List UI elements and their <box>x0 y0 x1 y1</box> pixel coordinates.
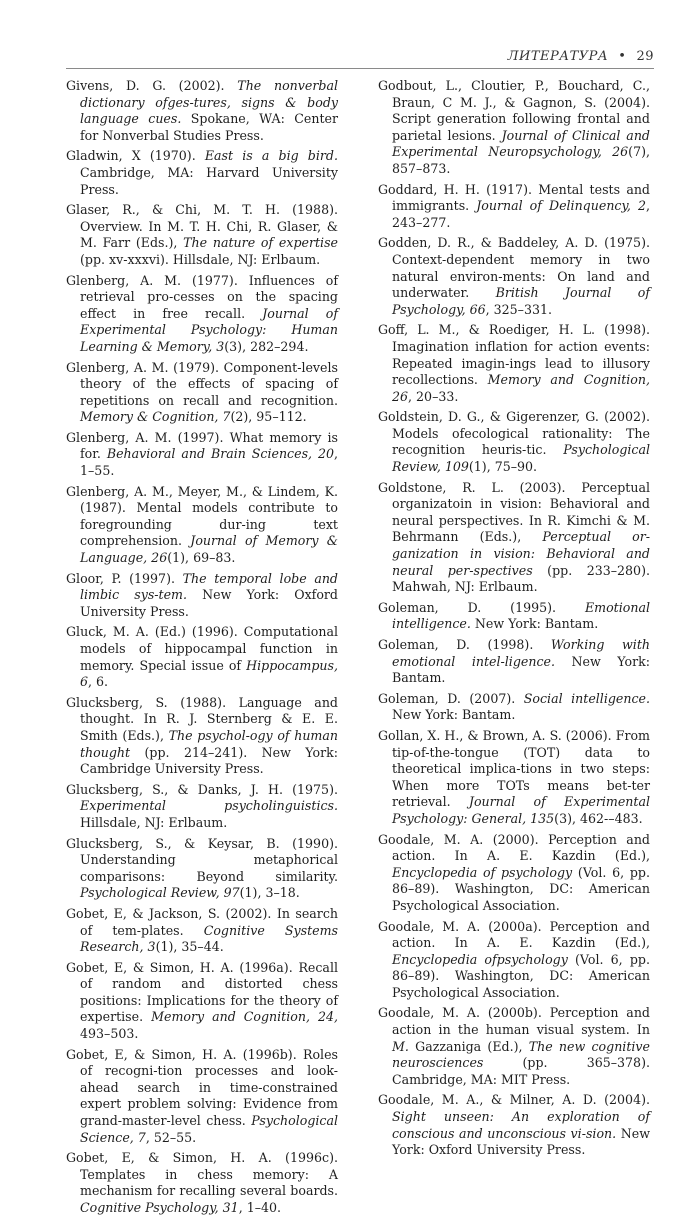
reference-publication-details: , 20–33. <box>408 388 459 404</box>
reference-authors-and-text: Glenberg, A. M. (1979). Component-levels theory of the effects of spacing of repetitions on recall and recognition. <box>66 359 338 408</box>
reference-italic-title: Psychological Review, 97 <box>80 885 240 901</box>
reference-publication-details: New York: Oxford University Press. <box>80 587 338 619</box>
reference-authors-and-text: Gloor, P. (1997). <box>66 570 183 586</box>
reference-publication-details: New York: Oxford University Press. <box>392 1125 650 1158</box>
reference-publication-details: (2), 95–112. <box>230 409 307 425</box>
reference-italic-title: Encyclopedia ofpsychology <box>392 951 568 967</box>
reference-publication-details: New York: Bantam. <box>392 653 650 686</box>
reference-entry <box>66 906 338 956</box>
header-rule <box>66 68 654 69</box>
reference-italic-title: Cognitive Psychology, 31 <box>80 1200 239 1215</box>
reference-italic-title: Perceptual or-ganization in vision: Behavioral and neural per-spectives <box>392 529 650 578</box>
reference-entry <box>378 78 650 178</box>
reference-publication-details: (pp. 233–280). Mahwah, NJ: Erlbaum. <box>392 562 650 595</box>
reference-authors-and-text: Goodale, M. A. (2000b). Perception and action in the human visual system. In <box>378 1005 650 1038</box>
reference-authors-and-text: Goddard, H. H. (1917). Mental tests and immigrants. <box>378 181 650 214</box>
reference-entry <box>66 1150 338 1216</box>
reference-entry <box>66 960 338 1043</box>
reference-entry <box>378 235 650 318</box>
reference-italic-title: Sight unseen: An exploration of conscious and unconscious vi-sion. <box>392 1109 650 1141</box>
reference-publication-details: , 325–331. <box>485 301 552 317</box>
reference-entry <box>378 637 650 687</box>
reference-publication-details: (Vol. 6, pp. 86–89). Washington, DC: American Psychological Association. <box>392 951 650 1000</box>
reference-authors-and-text: Goleman, D. (1995). <box>378 599 585 615</box>
reference-italic-title: Behavioral and Brain Sciences, 20 <box>106 446 334 462</box>
reference-entry <box>378 480 650 596</box>
reference-authors-and-text: Goleman, D. (2007). <box>378 690 524 706</box>
reference-authors-and-text: Gluck, M. A. (Ed.) (1996). Computational models of hippocampal function in memory. Special issue of <box>66 624 338 673</box>
reference-entry <box>66 836 338 902</box>
reference-entry <box>66 360 338 426</box>
references-left-column <box>66 78 338 1221</box>
reference-italic-title: Journal of Delinquency, 2 <box>476 198 646 214</box>
reference-italic-title: Encyclopedia of psychology <box>392 864 573 880</box>
reference-authors-and-text: Glucksberg, S., & Keysar, B. (1990). Understanding metaphorical comparisons: Beyond similarity. <box>66 835 338 884</box>
reference-entry <box>66 782 338 832</box>
header-bullet: • <box>618 48 627 64</box>
reference-italic-title: The psychol-ogy of human thought <box>80 727 338 760</box>
reference-entry <box>66 148 338 198</box>
reference-publication-details: (7), 857–873. <box>392 144 650 176</box>
reference-italic-title: Hippocampus, 6 <box>80 657 338 690</box>
reference-entry <box>378 728 650 828</box>
reference-italic-title: Journal of Memory & Language, 26 <box>80 533 338 566</box>
reference-entry <box>66 484 338 567</box>
page-number: 29 <box>636 48 654 64</box>
reference-publication-details: (pp. 365–378). Cambridge, MA: MIT Press. <box>392 1055 650 1087</box>
reference-entry <box>378 322 650 405</box>
reference-publication-details: Spokane, WA: Center for Nonverbal Studies Press. <box>80 111 338 143</box>
reference-authors-and-text: Glucksberg, S. (1988). Language and thought. In R. J. Sternberg & E. E. Smith (Eds.), <box>66 694 338 743</box>
reference-entry <box>378 691 650 724</box>
reference-entry <box>378 600 650 633</box>
reference-authors-and-text: Gobet, E, & Simon, H. A. (1996a). Recall of random and distorted chess positions: Implications for the theory of expertise. <box>66 959 338 1025</box>
reference-publication-details: (Vol. 6, pp. 86–89). Washington, DC: American Psychological Association. <box>392 864 650 913</box>
reference-authors-and-text: Goldstein, D. G., & Gigerenzer, G. (2002). Models ofecological rationality: The recognition heuris-tic. <box>378 409 650 458</box>
reference-italic-title: Journal of Clinical and Experimental Neuropsychology, 26 <box>392 127 650 160</box>
reference-italic-title: The nonverbal dictionary ofges-tures, signs & body language cues. <box>80 78 338 127</box>
reference-italic-title: Working with emotional intel-ligence. <box>392 637 650 669</box>
reference-authors-and-text: Godden, D. R., & Baddeley, A. D. (1975). Context-dependent memory in two natural environ-ments: On land and underwater. <box>378 235 650 301</box>
reference-entry <box>378 409 650 475</box>
reference-entry <box>66 1047 338 1147</box>
reference-italic-title: M. <box>392 1038 409 1054</box>
reference-publication-details: (3), 462-–483. <box>554 810 643 826</box>
references-right-column <box>378 78 650 1163</box>
reference-authors-and-text: Glaser, R., & Chi, M. T. H. (1988). Overview. In M. T. H. Chi, R. Glaser, & M. Farr (Eds.), <box>66 202 338 251</box>
reference-italic-title: East is a big bird. <box>204 148 338 164</box>
running-title: ЛИТЕРАТУРА <box>507 48 609 64</box>
reference-italic-title: British Journal of Psychology, 66 <box>392 285 650 317</box>
reference-publication-details: , 243–277. <box>392 198 650 230</box>
reference-authors-and-text: Glucksberg, S., & Danks, J. H. (1975). <box>66 781 338 797</box>
reference-entry <box>66 430 338 480</box>
reference-publication-details: (pp. 214–241). New York: Cambridge University Press. <box>80 744 338 777</box>
reference-italic-title: Memory and Cognition, 24, <box>151 1009 338 1025</box>
reference-italic-title: Social intelligence. <box>523 690 650 706</box>
reference-publication-details: (pp. xv-xxxvi). Hillsdale, NJ: Erlbaum. <box>80 251 321 267</box>
reference-publication-details: , 52–55. <box>145 1129 197 1145</box>
reference-publication-details: , 1–40. <box>238 1200 282 1215</box>
reference-entry <box>378 832 650 915</box>
reference-entry <box>66 571 338 621</box>
reference-authors-and-text: Goff, L. M., & Roediger, H. L. (1998). Imagination inflation for action events: Repeated imagin-ings lead to illusory recollections. <box>378 322 650 388</box>
reference-italic-title: Cognitive Systems Research, 3 <box>80 922 339 955</box>
reference-italic-title: Emotional intelligence. <box>392 599 650 632</box>
reference-authors-and-text: Goodale, M. A. (2000). Perception and action. In A. E. Kazdin (Ed.), <box>378 831 650 864</box>
reference-italic-title: Psychological Science, 7 <box>80 1113 338 1145</box>
reference-publication-details: 493–503. <box>80 1026 139 1042</box>
reference-italic-title: Experimental psycholinguistics. <box>80 798 338 814</box>
reference-authors-and-text: Gobet, E, & Jackson, S. (2002). In search of tem-plates. <box>66 905 338 938</box>
reference-authors-and-text: Goodale, M. A., & Milner, A. D. (2004). <box>378 1092 650 1108</box>
reference-publication-details: (1), 75–90. <box>468 459 538 475</box>
reference-italic-title: The temporal lobe and limbic sys-tem. <box>80 570 338 603</box>
reference-publication-details: Hillsdale, NJ: Erlbaum. <box>80 814 228 830</box>
reference-authors-and-text: Glenberg, A. M. (1997). What memory is for. <box>66 429 338 462</box>
reference-publication-details: Gazzaniga (Ed.), <box>408 1038 529 1054</box>
reference-italic-title: The new cognitive neurosciences <box>392 1038 650 1071</box>
reference-authors-and-text: Glenberg, A. M., Meyer, M., & Lindem, K. (1987). Mental models contribute to foregrounding dur-ing text comprehension. <box>66 483 338 549</box>
reference-publication-details: (3), 282–294. <box>224 338 309 354</box>
reference-authors-and-text: Godbout, L., Cloutier, P., Bouchard, C., Braun, C M. J., & Gagnon, S. (2004). Script generation following frontal and parietal lesions. <box>378 78 650 143</box>
reference-entry <box>378 1092 650 1158</box>
reference-italic-title: Memory & Cognition, 7 <box>80 409 231 425</box>
reference-entry <box>66 624 338 690</box>
reference-publication-details: New York: Bantam. <box>392 707 516 723</box>
reference-publication-details: , 1–55. <box>80 446 338 479</box>
reference-italic-title: Memory and Cognition, 26 <box>392 372 651 404</box>
reference-authors-and-text: Gobet, E, & Simon, H. A. (1996c). Templates in chess memory: A mechanism for recalling several boards. <box>66 1150 338 1199</box>
reference-authors-and-text: Goleman, D. (1998). <box>378 637 551 652</box>
reference-publication-details: (1), 3–18. <box>239 885 300 901</box>
reference-italic-title: Psychological Review, 109 <box>392 442 650 475</box>
running-header <box>66 46 654 66</box>
reference-publication-details: , 6. <box>88 674 109 690</box>
reference-publication-details: (1), 69–83. <box>167 550 236 566</box>
reference-entry <box>378 1005 650 1088</box>
reference-authors-and-text: Givens, D. G. (2002). <box>66 78 238 93</box>
reference-authors-and-text: Gladwin, X (1970). <box>66 148 205 164</box>
reference-authors-and-text: Gobet, E, & Simon, H. A. (1996b). Roles of recogni-tion processes and look-ahead search in time-constrained expert problem solving: Evidence from grand-master-level chess. <box>66 1046 338 1129</box>
reference-italic-title: The nature of expertise <box>183 235 338 251</box>
reference-italic-title: Journal of Experimental Psychology: Human Learning & Memory, 3 <box>80 305 338 354</box>
reference-entry <box>66 78 338 144</box>
reference-entry <box>378 919 650 1002</box>
reference-authors-and-text: Goodale, M. A. (2000a). Perception and action. In A. E. Kazdin (Ed.), <box>378 918 650 951</box>
reference-authors-and-text: Gollan, X. H., & Brown, A. S. (2006). From tip-of-the-tongue (TOT) data to theoretical implica-tions in two steps: When more TOTs means bet-ter retrieval. <box>378 727 650 810</box>
reference-publication-details: Cambridge, MA: Harvard University Press. <box>80 164 338 197</box>
reference-italic-title: Journal of Experimental Psychology: General, 135 <box>392 794 650 826</box>
reference-entry <box>66 273 338 356</box>
reference-publication-details: (1), 35–44. <box>155 939 224 955</box>
reference-authors-and-text: Goldstone, R. L. (2003). Perceptual organizatoin in vision: Behavioral and neural perspectives. In R. Kimchi & M. Behrmann (Eds.), <box>378 479 650 545</box>
reference-publication-details: New York: Bantam. <box>470 616 599 632</box>
reference-entry <box>66 695 338 778</box>
reference-entry <box>66 202 338 268</box>
reference-entry <box>378 182 650 232</box>
reference-authors-and-text: Glenberg, A. M. (1977). Influences of retrieval pro-cesses on the spacing effect in free recall. <box>66 272 338 321</box>
